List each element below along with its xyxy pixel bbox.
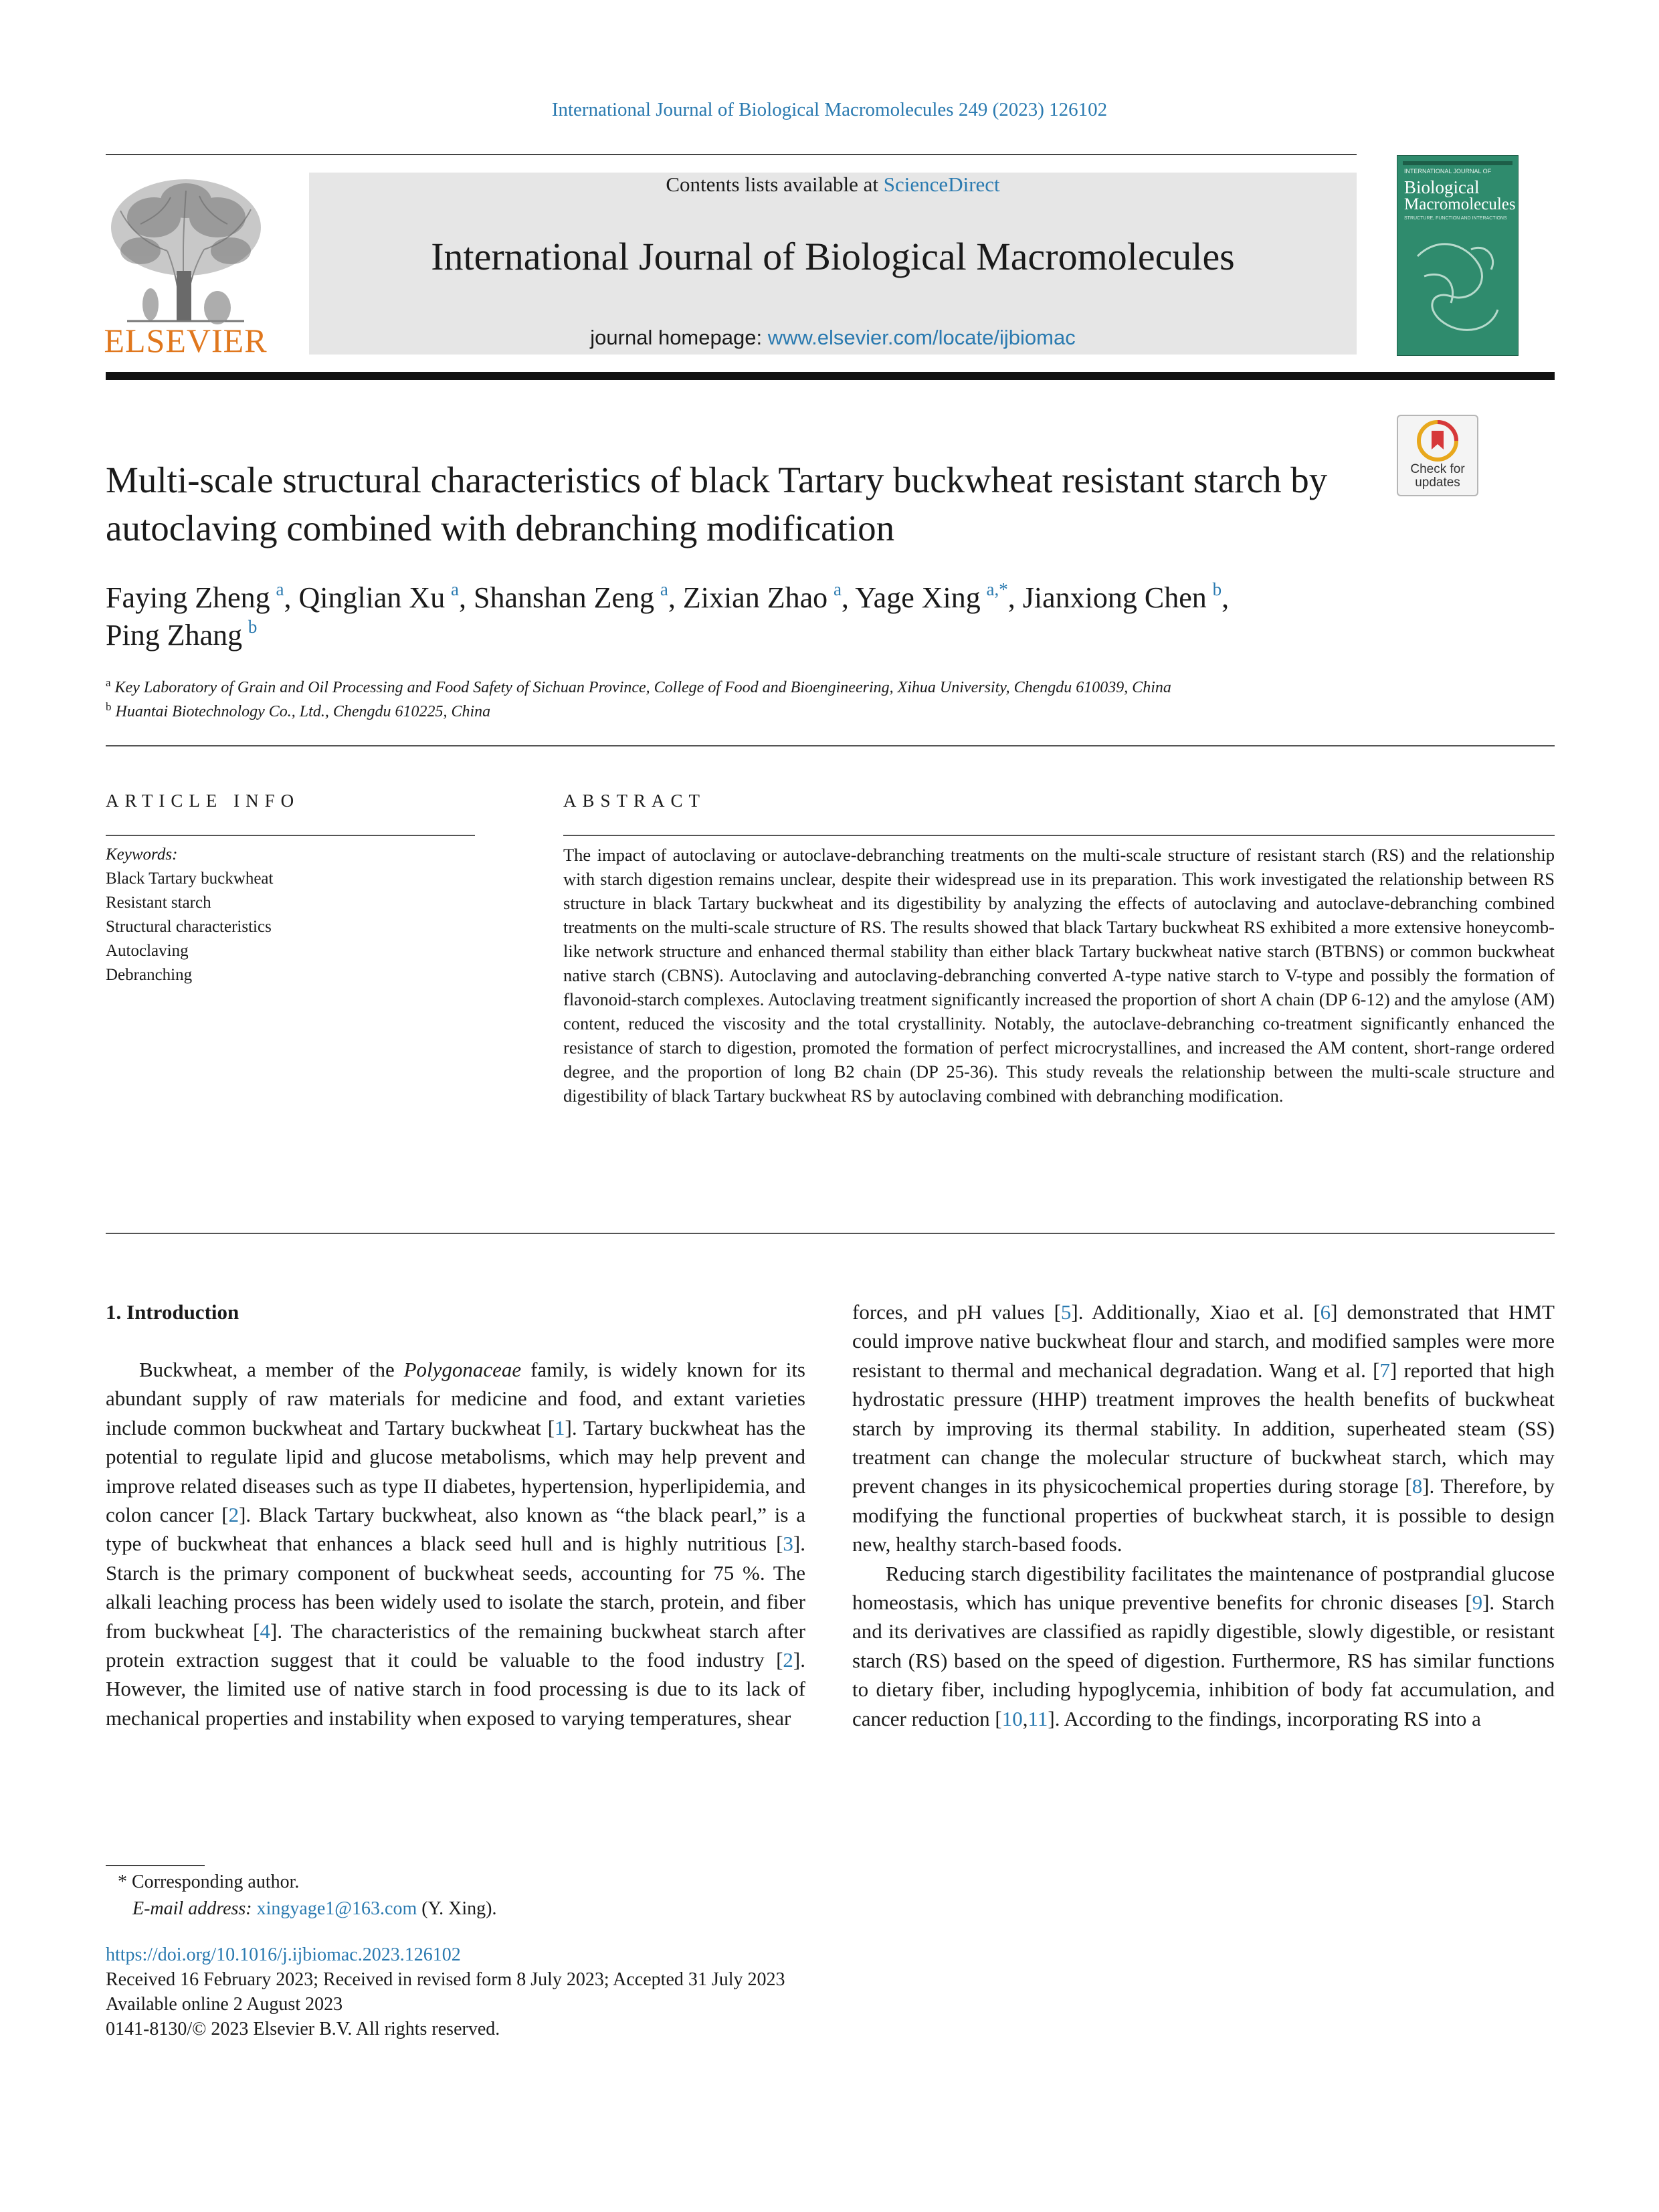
article-info-rule [106,835,475,836]
author-affiliation-mark[interactable]: b [1212,579,1222,599]
body-text: ]. Therefore, by modifying the functional properties of buckwheat starch, it is possible to design new, healthy starch-based foods. [852,1474,1555,1556]
citation-link[interactable]: 11 [1028,1706,1048,1730]
keywords-label: Keywords: [106,845,178,864]
affiliation-mark: b [106,700,112,713]
section-divider [106,1233,1555,1234]
cover-line2: Biological [1404,177,1480,197]
journal-homepage-link[interactable]: www.elsevier.com/locate/ijbiomac [767,326,1076,349]
italic-text: Polygonaceae [403,1358,522,1381]
affiliation-item [106,676,1544,700]
body-text: ]. Starch and its derivatives are classified as rapidly digestible, slowly digestible, or resistant starch (RS) based on the speed of digestion. Furthermore, RS has similar functions to dietary fiber, including hypoglycemia, inhibition of body fat accumulation, and cancer reduction [ [852,1591,1555,1730]
author-name[interactable]: Ping Zhang [106,619,243,651]
body-text: ]. According to the findings, incorporating RS into a [1048,1706,1481,1730]
body-text: Reducing starch digestibility facilitates the maintenance of postprandial glucose homeostasis, which has unique preventive benefits for chronic diseases [ [852,1561,1555,1615]
author-affiliation-mark[interactable]: b [248,617,258,637]
email-link[interactable]: xingyage1@163.com [256,1898,417,1919]
keyword-item: Black Tartary buckwheat [106,870,274,888]
email-line [118,1896,920,1922]
body-text: forces, and pH values [ [852,1300,1061,1324]
cover-molecule-icon [1404,229,1511,343]
citation-link[interactable]: 3 [783,1532,793,1556]
keyword-item: Resistant starch [106,894,211,912]
body-left-column [106,1355,805,1732]
author-name[interactable]: Faying Zheng [106,581,270,614]
body-text: ]. Additionally, Xiao et al. [ [1071,1300,1321,1324]
body-text: , [1022,1706,1028,1730]
body-text: family, is widely known for its abundant supply of raw materials for medicine and food, and extant varieties include common buckwheat and Tartary buckwheat [ [106,1358,805,1439]
body-paragraph [852,1298,1555,1559]
sciencedirect-link[interactable]: ScienceDirect [883,173,1000,196]
author-separator: , [841,581,856,614]
author-name[interactable]: Shanshan Zeng [474,581,655,614]
author-separator: , [284,581,299,614]
cover-header-bar [1403,161,1512,165]
citation-link[interactable]: 1 [555,1415,565,1439]
author-affiliation-mark[interactable]: a [451,579,459,599]
body-text: ]. Tartary buckwheat has the potential to regulate lipid and glucose metabolisms, which may help prevent and improve related diseases such as type II diabetes, hypertension, hyperlipidemia, and colon cancer [ [106,1415,805,1527]
publisher-logo-text: ELSEVIER [104,322,268,359]
footnote-rule [106,1865,205,1866]
check-updates-icon [1417,420,1458,462]
journal-cover-thumbnail[interactable] [1397,155,1519,356]
citation-link[interactable]: 2 [228,1503,239,1527]
email-suffix: (Y. Xing). [417,1898,497,1919]
journal-citation-link[interactable]: International Journal of Biological Macromolecules 249 (2023) 126102 [551,99,1108,120]
abstract-rule [563,835,1555,836]
email-label: E-mail address: [132,1898,257,1919]
masthead-bottom-rule [106,372,1555,380]
citation-link[interactable]: 2 [783,1648,793,1672]
author-name[interactable]: Jianxiong Chen [1022,581,1207,614]
keywords-block [106,843,480,987]
journal-homepage-line [309,326,1357,350]
copyright-notice: 0141-8130/© 2023 Elsevier B.V. All rights reserved. [106,2019,500,2039]
body-paragraph [106,1355,805,1732]
author-affiliation-mark[interactable]: a,* [986,579,1008,599]
affiliation-item [106,700,1544,724]
citation-link[interactable]: 7 [1379,1358,1390,1382]
citation-link[interactable]: 8 [1411,1474,1423,1498]
affiliation-text: Key Laboratory of Grain and Oil Processing and Food Safety of Sichuan Province, College of Food and Bioengineering, Xihua University, Chengdu 610039, China [114,679,1171,696]
abstract-text: The impact of autoclaving or autoclave-debranching treatments on the multi-scale structure of resistant starch (RS) and the relationship with starch digestion remains unclear, despite their widespread use in its preparation. This work investigated the relationship between RS structure in black Tartary buckwheat and its digestibility by analyzing the effects of autoclaving and autoclave-debranching combined treatments on the multi-scale structure of RS. The results showed that black Tartary buckwheat RS exhibited a more extensive honeycomb-like network structure and enhanced thermal stability than either black Tartary buckwheat native starch (BTBNS) or common buckwheat native starch (CBNS). Autoclaving and autoclaving-debranching converted A-type native starch to V-type and possibly the formation of flavonoid-starch complexes. Autoclaving treatment significantly increased the proportion of short A chain (DP 6-12) and the amylose (AM) content, reduced the viscosity and the total crystallinity. Notably, the autoclave-debranching co-treatment significantly enhanced the resistance of starch to digestion, promoted the formation of perfect microcrystallines, and increased the AM content, short-range ordered degree, and the proportion of long B2 chain (DP 25-36). This study reveals the relationship between the multi-scale structure and digestibility of black Tartary buckwheat RS by autoclaving combined with debranching modification. [563,845,1555,1106]
body-text: ] reported that high hydrostatic pressure (HHP) treatment improves the health benefits of buckwheat starch by improving its thermal stability. In addition, superheated steam (SS) treatment can change the molecular structure of buckwheat starch, which may prevent changes in its physicochemical properties during storage [ [852,1358,1555,1498]
affiliation-list [106,676,1544,724]
check-updates-line2: updates [1415,476,1460,490]
contents-prefix: Contents lists available at [666,173,884,196]
body-text: ]. Black Tartary buckwheat, also known as “the black pearl,” is a type of buckwheat that enhances a black seed hull and is highly nutritious [ [106,1503,805,1556]
introduction-heading: 1. Introduction [106,1300,239,1324]
body-text: ]. The characteristics of the remaining buckwheat starch after protein extraction suggest that it could be valuable to the food industry [ [106,1619,805,1672]
doi-link[interactable]: https://doi.org/10.1016/j.ijbiomac.2023.126102 [106,1944,461,1965]
body-paragraph [852,1559,1555,1733]
body-right-column [852,1298,1555,1733]
author-separator: , [459,581,474,614]
article-title: Multi-scale structural characteristics of black Tartary buckwheat resistant starch by autoclaving combined with debranching modification [106,460,1328,548]
author-separator: , [668,581,683,614]
author-affiliation-mark[interactable]: a [660,579,668,599]
corresponding-author-note: * Corresponding author. [118,1872,300,1892]
body-text: ]. However, the limited use of native starch in food processing is due to its lack of mechanical properties and instability when exposed to varying temperatures, shear [106,1648,805,1730]
affiliation-mark: a [106,676,111,689]
author-separator: , [1222,581,1230,614]
citation-link[interactable]: 6 [1320,1300,1331,1324]
cover-line1: INTERNATIONAL JOURNAL OF [1404,168,1492,175]
cover-line4: STRUCTURE, FUNCTION AND INTERACTIONS [1404,216,1507,221]
keywords-list [106,867,480,987]
homepage-prefix: journal homepage: [590,326,768,349]
journal-title: International Journal of Biological Macromolecules [431,235,1235,278]
abstract-heading: ABSTRACT [563,791,706,811]
check-updates-line1: Check for [1410,462,1465,476]
author-affiliation-mark[interactable]: a [833,579,842,599]
body-text: Buckwheat, a member of the [139,1358,404,1381]
citation-link[interactable]: 4 [260,1619,270,1643]
publication-info [106,1942,1109,2041]
received-dates: Received 16 February 2023; Received in revised form 8 July 2023; Accepted 31 July 2023 [106,1969,785,1990]
available-online-date: Available online 2 August 2023 [106,1994,343,2015]
contents-available-line [309,173,1357,197]
citation-link[interactable]: 9 [1472,1591,1483,1615]
body-text: ] demonstrated that HMT could improve native buckwheat flour and starch, and modified samples were more resistant to thermal and mechanical degradation. Wang et al. [ [852,1300,1555,1382]
author-affiliation-mark[interactable]: a [276,579,284,599]
keyword-item: Structural characteristics [106,918,272,936]
keyword-item: Autoclaving [106,942,189,960]
cover-line3: Macromolecules [1404,195,1516,213]
author-separator: , [1007,581,1023,614]
affiliation-text: Huantai Biotechnology Co., Ltd., Chengdu 610225, China [115,703,491,720]
footnotes [118,1869,920,1922]
author-name[interactable]: Yage Xing [855,581,981,614]
check-for-updates-button[interactable] [1397,415,1478,496]
citation-link[interactable]: 5 [1060,1300,1072,1324]
author-name[interactable]: Zixian Zhao [682,581,828,614]
author-name[interactable]: Qinglian Xu [298,581,446,614]
article-info-heading: ARTICLE INFO [106,791,300,811]
body-text: ]. Starch is the primary component of buckwheat seeds, accounting for 75 %. The alkali leaching process has been widely used to isolate the starch, protein, and fiber from buckwheat [ [106,1532,805,1643]
section-divider [106,745,1555,746]
citation-link[interactable]: 10 [1001,1706,1023,1730]
author-list [106,579,1510,654]
masthead-top-rule [106,154,1357,155]
keyword-item: Debranching [106,966,193,984]
